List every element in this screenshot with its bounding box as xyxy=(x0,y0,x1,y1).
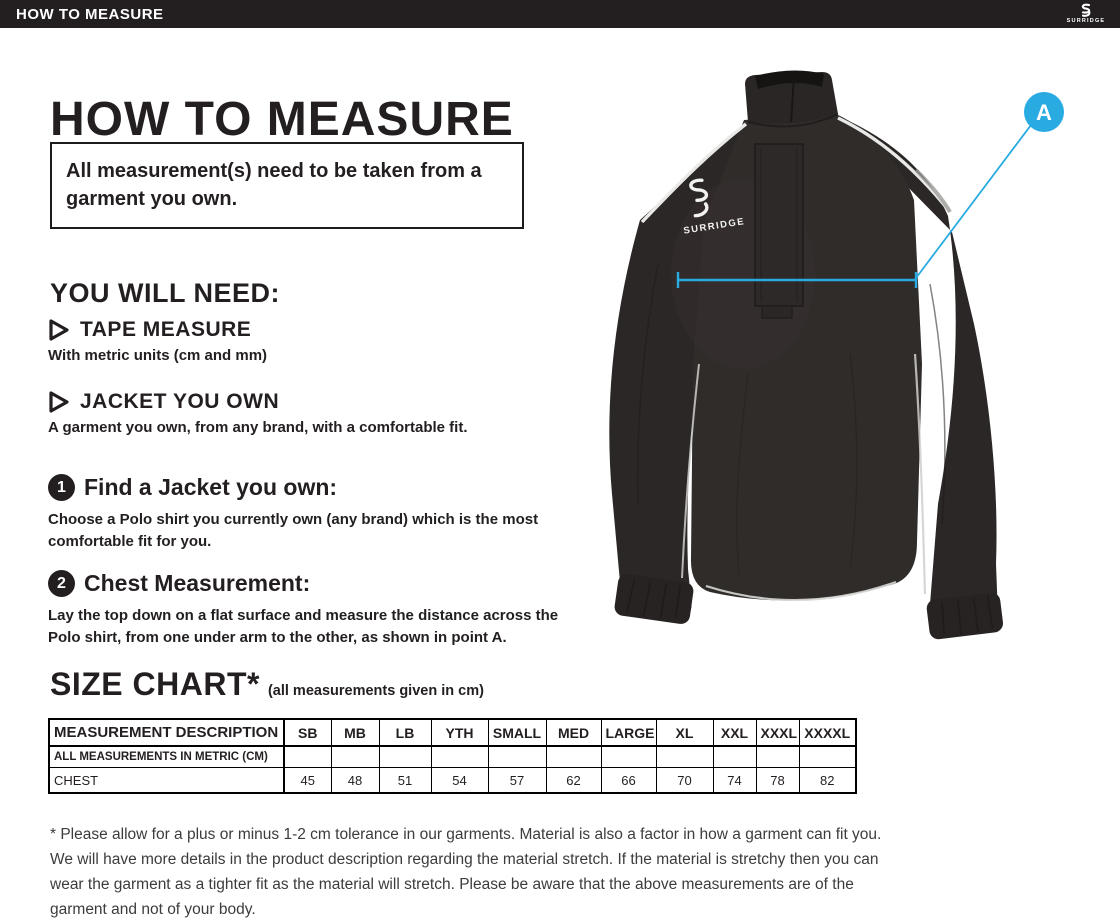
svg-text:SURRIDGE: SURRIDGE xyxy=(682,216,746,237)
jacket-measurement-diagram xyxy=(598,64,1070,679)
table-row-metric xyxy=(49,746,856,768)
table-cell: 54 xyxy=(431,768,488,794)
notice-box xyxy=(50,142,524,229)
table-header-cell: YTH xyxy=(431,719,488,746)
tolerance-footnote: * Please allow for a plus or minus 1-2 cm tolerance in our garments. Material is also a factor in how a garment can fit you. We will have more details in the product description regarding the material stretch. If the material is stretchy then you can wear the garment as a tighter fit as the material will stretch. Please be aware that the above measurements are of the garment and not of your body. xyxy=(50,825,882,918)
step-number-badge: 1 xyxy=(48,474,75,501)
table-cell xyxy=(656,746,713,768)
table-cell: 66 xyxy=(601,768,656,794)
need-item-label: TAPE MEASURE xyxy=(80,318,252,341)
table-header-cell: SMALL xyxy=(488,719,546,746)
table-cell: 45 xyxy=(284,768,331,794)
table-cell: CHEST xyxy=(49,768,284,794)
table-cell xyxy=(546,746,601,768)
table-header-cell: XXL xyxy=(713,719,756,746)
need-item-desc: A garment you own, from any brand, with a comfortable fit. xyxy=(48,419,468,436)
table-cell: 82 xyxy=(799,768,856,794)
table-cell: 74 xyxy=(713,768,756,794)
svg-text:A: A xyxy=(1036,100,1052,125)
table-cell xyxy=(431,746,488,768)
surridge-logo-icon xyxy=(1078,3,1094,18)
table-cell xyxy=(713,746,756,768)
table-header-cell: XXXL xyxy=(756,719,799,746)
table-header-cell: LARGE xyxy=(601,719,656,746)
table-cell: ALL MEASUREMENTS IN METRIC (CM) xyxy=(49,746,284,768)
table-header-cell: SB xyxy=(284,719,331,746)
need-item-label: JACKET YOU OWN xyxy=(80,390,280,413)
step-title: Find a Jacket you own: xyxy=(84,474,338,500)
size-chart-table-wrap xyxy=(48,718,857,794)
size-chart-subtitle: (all measurements given in cm) xyxy=(267,683,484,699)
table-header-cell: MED xyxy=(546,719,601,746)
need-item-tape-measure xyxy=(48,318,267,364)
table-cell: 78 xyxy=(756,768,799,794)
page-title: HOW TO MEASURE xyxy=(50,93,514,147)
table-cell: 48 xyxy=(331,768,379,794)
size-chart-table xyxy=(48,718,857,794)
need-item-jacket xyxy=(48,390,467,436)
bullet-triangle-icon xyxy=(48,318,70,342)
step-find-jacket xyxy=(48,474,593,553)
table-header-cell: XXXXL xyxy=(799,719,856,746)
table-header-cell: LB xyxy=(379,719,431,746)
jacket-illustration xyxy=(598,64,1070,679)
table-cell: 57 xyxy=(488,768,546,794)
step-description: Choose a Polo shirt you currently own (any brand) which is the most comfortable fit for you. xyxy=(48,511,539,550)
table-header-cell: XL xyxy=(656,719,713,746)
table-cell xyxy=(284,746,331,768)
bullet-triangle-icon xyxy=(48,390,70,414)
top-banner xyxy=(0,0,1120,28)
you-will-need-heading: YOU WILL NEED: xyxy=(50,278,281,309)
step-title: Chest Measurement: xyxy=(84,570,311,596)
table-cell xyxy=(799,746,856,768)
step-description: Lay the top down on a flat surface and measure the distance across the Polo shirt, from one under arm to the other, as shown in point A. xyxy=(48,607,559,646)
surridge-logo xyxy=(1064,1,1108,27)
table-cell xyxy=(331,746,379,768)
table-cell xyxy=(601,746,656,768)
table-cell: 70 xyxy=(656,768,713,794)
need-item-desc: With metric units (cm and mm) xyxy=(48,347,268,364)
table-cell xyxy=(379,746,431,768)
table-header-row xyxy=(49,719,856,746)
table-cell xyxy=(756,746,799,768)
size-chart-heading xyxy=(50,666,484,703)
surridge-logo-text: SURRIDGE xyxy=(1066,18,1106,25)
table-cell: 62 xyxy=(546,768,601,794)
notice-text: All measurement(s) need to be taken from a garment you own. xyxy=(66,160,482,210)
table-header-cell: MB xyxy=(331,719,379,746)
table-header-cell: MEASUREMENT DESCRIPTION xyxy=(49,719,284,746)
table-row-chest xyxy=(49,768,856,794)
size-chart-title: SIZE CHART* xyxy=(50,666,260,702)
table-cell: 51 xyxy=(379,768,431,794)
point-a-marker xyxy=(1024,92,1064,132)
step-number-badge: 2 xyxy=(48,570,75,597)
banner-title: HOW TO MEASURE xyxy=(16,5,164,23)
step-chest-measurement xyxy=(48,570,593,649)
table-cell xyxy=(488,746,546,768)
